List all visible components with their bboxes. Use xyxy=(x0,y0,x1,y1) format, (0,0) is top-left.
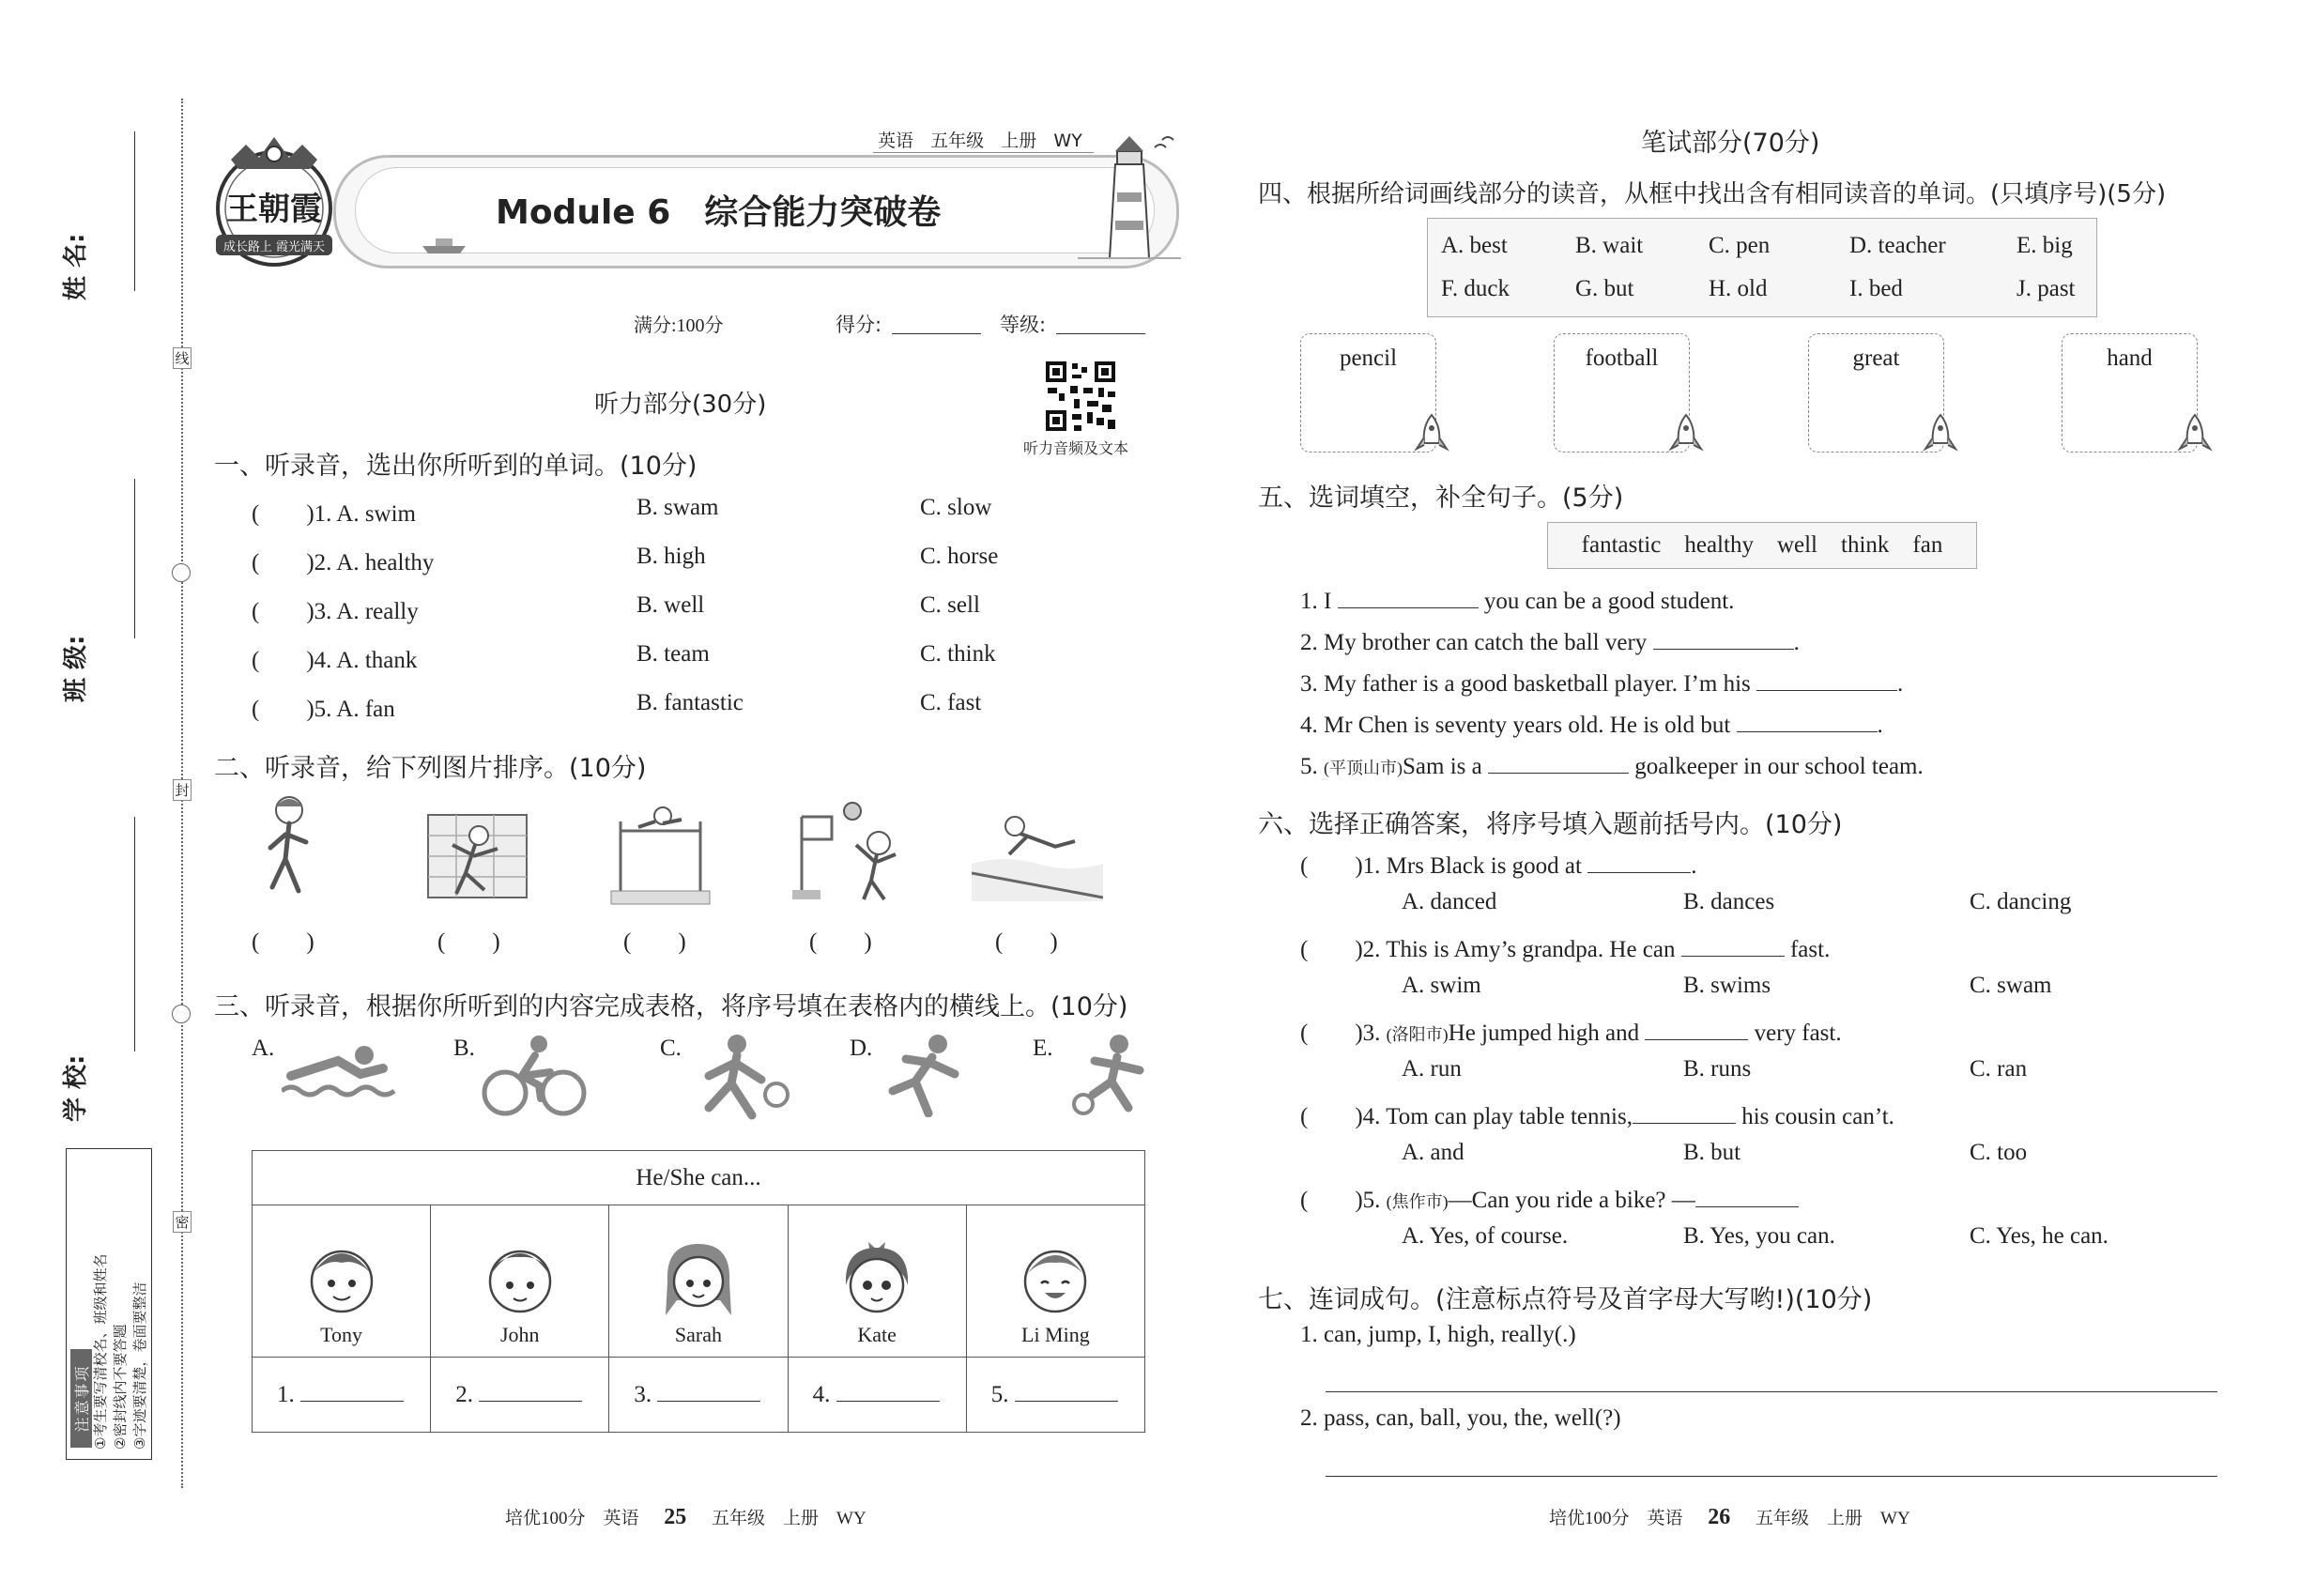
kid-cell-sarah xyxy=(609,1205,788,1358)
rocket-icon xyxy=(1413,413,1450,455)
s4-option-j: J. past xyxy=(2016,276,2076,301)
table-header: He/She can... xyxy=(253,1151,1145,1205)
s5-item-4[interactable]: 4. Mr Chen is seventy years old. He is old but . xyxy=(1300,713,1883,738)
full-score: 满分:100分 xyxy=(634,315,724,336)
s1-item-3[interactable]: ( )3. A. really xyxy=(252,599,419,624)
running-icon xyxy=(878,1033,967,1117)
ball-player-icon xyxy=(690,1033,793,1122)
s6-item-2-c[interactable]: C. swam xyxy=(1970,973,2052,998)
name-field[interactable] xyxy=(134,131,135,291)
header-meta-underline xyxy=(873,152,1094,153)
notice-item-1: ①考生要写清校名、班级和姓名 xyxy=(92,1253,109,1450)
s6-item-4-a[interactable]: A. and xyxy=(1402,1140,1464,1165)
s1-item-1-c: C. slow xyxy=(920,495,992,520)
word-great: great xyxy=(1852,345,1900,371)
girl-face-icon xyxy=(656,1235,741,1319)
s3-title: 三、听录音，根据你所听到的内容完成表格，将序号填在表格内的横线上。(10分) xyxy=(214,992,1128,1021)
can-table xyxy=(252,1150,1145,1433)
s7-item-2: 2. pass, can, ball, you, the, well(?) xyxy=(1300,1405,1621,1431)
kid-name-li-ming: Li Ming xyxy=(1021,1323,1090,1346)
binding-hole-1 xyxy=(172,563,191,582)
s2-bracket-2[interactable]: ( ) xyxy=(437,929,500,955)
binding-hole-2 xyxy=(172,1005,191,1023)
s1-item-3-b: B. well xyxy=(636,592,705,618)
kid-name-kate: Kate xyxy=(857,1323,897,1346)
s5-item-2[interactable]: 2. My brother can catch the ball very . xyxy=(1300,630,1800,655)
s6-item-2-a[interactable]: A. swim xyxy=(1402,973,1481,998)
s4-option-b: B. wait xyxy=(1575,233,1644,258)
s1-item-5-c: C. fast xyxy=(920,690,982,715)
s4-option-d: D. teacher xyxy=(1849,233,1946,258)
answer-cell-2[interactable]: 2. xyxy=(431,1358,609,1433)
s6-item-1[interactable]: ( )1. Mrs Black is good at . xyxy=(1300,853,1697,879)
region-tag: (洛阳市) xyxy=(1386,1025,1449,1044)
s7-item-1: 1. can, jump, I, high, really(.) xyxy=(1300,1322,1576,1347)
s1-item-5[interactable]: ( )5. A. fan xyxy=(252,697,395,722)
s2-bracket-3[interactable]: ( ) xyxy=(623,929,686,955)
football-icon xyxy=(1070,1033,1155,1117)
s6-item-5-b[interactable]: B. Yes, you can. xyxy=(1683,1223,1835,1249)
boy-face-icon xyxy=(1013,1235,1097,1319)
s5-item-5[interactable]: 5. (平顶山市)Sam is a goalkeeper in our school team. xyxy=(1300,754,1924,779)
ship-icon xyxy=(421,235,468,255)
s2-bracket-1[interactable]: ( ) xyxy=(252,929,314,955)
listening-title: 听力部分(30分) xyxy=(594,391,767,419)
s6-item-4[interactable]: ( )4. Tom can play table tennis, his cousin can’t. xyxy=(1300,1104,1894,1129)
header-meta: 英语 五年级 上册 WY xyxy=(878,130,1082,151)
table-row xyxy=(253,1358,1145,1433)
s4-option-a: A. best xyxy=(1441,233,1508,258)
s6-item-1-a[interactable]: A. danced xyxy=(1402,889,1497,914)
s2-bracket-5[interactable]: ( ) xyxy=(995,929,1058,955)
class-label: 班 级: xyxy=(62,635,90,702)
s6-item-3[interactable]: ( )3. (洛阳市)He jumped high and very fast. xyxy=(1300,1021,1842,1046)
s1-item-4-c: C. think xyxy=(920,641,996,667)
s6-item-1-c[interactable]: C. dancing xyxy=(1970,889,2072,914)
s5-item-1[interactable]: 1. I you can be a good student. xyxy=(1300,589,1735,614)
page-number: 26 xyxy=(1708,1505,1731,1529)
kid-cell-john xyxy=(431,1205,609,1358)
s1-item-1-b: B. swam xyxy=(636,495,719,520)
s5-word-bank: fantastic healthy well think fan xyxy=(1547,522,1977,569)
s6-item-1-b[interactable]: B. dances xyxy=(1683,889,1775,914)
s4-option-g: G. but xyxy=(1575,276,1634,301)
s4-option-i: I. bed xyxy=(1849,276,1903,301)
lighthouse-icon xyxy=(1078,127,1181,268)
school-field[interactable] xyxy=(134,817,135,1051)
s5-item-3[interactable]: 3. My father is a good basketball player. I’m his . xyxy=(1300,671,1904,697)
kid-name-tony: Tony xyxy=(320,1323,363,1346)
rocket-icon xyxy=(1667,413,1705,455)
answer-cell-5[interactable]: 5. xyxy=(966,1358,1144,1433)
word-hand: hand xyxy=(2107,345,2153,371)
s6-item-4-b[interactable]: B. but xyxy=(1683,1140,1741,1165)
qr-code-icon[interactable] xyxy=(1044,360,1117,433)
s6-item-5-a[interactable]: A. Yes, of course. xyxy=(1402,1223,1569,1249)
table-row xyxy=(253,1205,1145,1358)
s2-bracket-4[interactable]: ( ) xyxy=(809,929,872,955)
s6-title: 六、选择正确答案，将序号填入题前括号内。(10分) xyxy=(1258,810,1843,839)
s7-answer-line-2[interactable] xyxy=(1326,1476,2217,1477)
class-field[interactable] xyxy=(134,479,135,638)
s3-option-b: B. xyxy=(453,1036,475,1061)
swimming-picture xyxy=(972,807,1103,901)
rocket-icon xyxy=(2176,413,2214,455)
s6-item-5[interactable]: ( )5. (焦作市)—Can you ride a bike? — xyxy=(1300,1181,1799,1215)
s7-answer-line-1[interactable] xyxy=(1326,1391,2217,1392)
kid-cell-kate xyxy=(788,1205,966,1358)
s4-option-h: H. old xyxy=(1709,276,1768,301)
girl-face-icon xyxy=(835,1235,919,1319)
kid-cell-tony xyxy=(253,1205,431,1358)
rocket-icon xyxy=(1922,413,1959,455)
cycling-icon xyxy=(481,1033,589,1117)
notice-title: 注意事项 xyxy=(70,1349,92,1448)
logo-badge xyxy=(205,131,344,270)
grade-label: 等级: xyxy=(1000,314,1047,336)
s1-item-2-c: C. horse xyxy=(920,544,999,569)
s6-item-2[interactable]: ( )2. This is Amy’s grandpa. He can fast. xyxy=(1300,937,1831,962)
page-number: 25 xyxy=(664,1505,687,1529)
name-label: 姓 名: xyxy=(62,233,90,300)
grade-field[interactable] xyxy=(1056,333,1145,334)
s4-option-e: E. big xyxy=(2016,233,2073,258)
cut-mark-3: 密 xyxy=(173,1211,192,1233)
s3-option-d: D. xyxy=(850,1036,873,1061)
s1-item-2[interactable]: ( )2. A. healthy xyxy=(252,550,435,575)
s6-item-3-b[interactable]: B. runs xyxy=(1683,1056,1752,1082)
s1-item-4-b: B. team xyxy=(636,641,710,667)
swimming-icon xyxy=(282,1042,399,1098)
qr-caption: 听力音频及文本 xyxy=(1023,441,1129,457)
school-label: 学 校: xyxy=(62,1054,90,1122)
kid-name-john: John xyxy=(500,1323,540,1346)
high-jump-picture xyxy=(606,803,714,906)
s1-title: 一、听录音，选出你所听到的单词。(10分) xyxy=(214,452,698,481)
footer-right: 培优100分 英语 26 五年级 上册 WY xyxy=(1549,1505,1910,1529)
girl-running-picture xyxy=(252,793,327,901)
boy-face-icon xyxy=(299,1235,384,1319)
notice-box xyxy=(66,1148,152,1460)
written-title: 笔试部分(70分) xyxy=(1641,129,1820,158)
kid-cell-li-ming xyxy=(966,1205,1144,1358)
s4-option-c: C. pen xyxy=(1709,233,1771,258)
region-tag: (焦作市) xyxy=(1386,1192,1449,1211)
answer-cell-1[interactable]: 1. xyxy=(253,1358,431,1433)
basketball-picture xyxy=(785,798,907,906)
boy-face-icon xyxy=(478,1235,562,1319)
s7-title: 七、连词成句。(注意标点符号及首字母大写哟!)(10分) xyxy=(1258,1285,1873,1314)
s3-option-a: A. xyxy=(252,1036,275,1061)
s2-title: 二、听录音，给下列图片排序。(10分) xyxy=(214,754,647,783)
cut-mark-2: 封 xyxy=(173,779,192,801)
s5-title: 五、选词填空，补全句子。(5分) xyxy=(1258,483,1624,513)
word-pencil: pencil xyxy=(1339,345,1398,371)
s4-title: 四、根据所给词画线部分的读音，从框中找出含有相同读音的单词。(只填序号)(5分) xyxy=(1258,180,2167,208)
s6-item-4-c[interactable]: C. too xyxy=(1970,1140,2028,1165)
s6-item-3-a[interactable]: A. run xyxy=(1402,1056,1462,1082)
s1-item-1[interactable]: ( )1. A. swim xyxy=(252,501,417,527)
answer-cell-4[interactable]: 4. xyxy=(788,1358,966,1433)
cut-mark-1: 线 xyxy=(173,347,192,369)
logo-tagline: 成长路上 霞光满天 xyxy=(222,240,326,254)
score-label: 得分: xyxy=(836,314,882,336)
kid-name-sarah: Sarah xyxy=(674,1323,723,1346)
s1-item-5-b: B. fantastic xyxy=(636,690,744,715)
logo-text: 王朝霞 xyxy=(226,191,322,228)
score-field[interactable] xyxy=(892,333,981,334)
s6-item-2-b[interactable]: B. swims xyxy=(1683,973,1771,998)
answer-cell-3[interactable]: 3. xyxy=(609,1358,788,1433)
notice-item-2: ②密封线内不要答题 xyxy=(112,1324,129,1450)
page-title: Module 6 综合能力突破卷 xyxy=(496,193,942,232)
climbing-wall-picture xyxy=(419,807,536,901)
s1-item-3-c: C. sell xyxy=(920,592,980,618)
s1-item-4[interactable]: ( )4. A. thank xyxy=(252,648,418,673)
s3-option-c: C. xyxy=(660,1036,682,1061)
s6-item-5-c[interactable]: C. Yes, he can. xyxy=(1970,1223,2108,1249)
word-football: football xyxy=(1585,345,1659,371)
region-tag: (平顶山市) xyxy=(1324,759,1403,777)
footer-left: 培优100分 英语 25 五年级 上册 WY xyxy=(505,1505,866,1529)
s1-item-2-b: B. high xyxy=(636,544,706,569)
notice-item-3: ③字迹要清楚，卷面要整洁 xyxy=(131,1281,148,1450)
s3-option-e: E. xyxy=(1033,1036,1053,1061)
table-row xyxy=(253,1151,1145,1205)
s6-item-3-c[interactable]: C. ran xyxy=(1970,1056,2028,1082)
s4-option-f: F. duck xyxy=(1441,276,1510,301)
